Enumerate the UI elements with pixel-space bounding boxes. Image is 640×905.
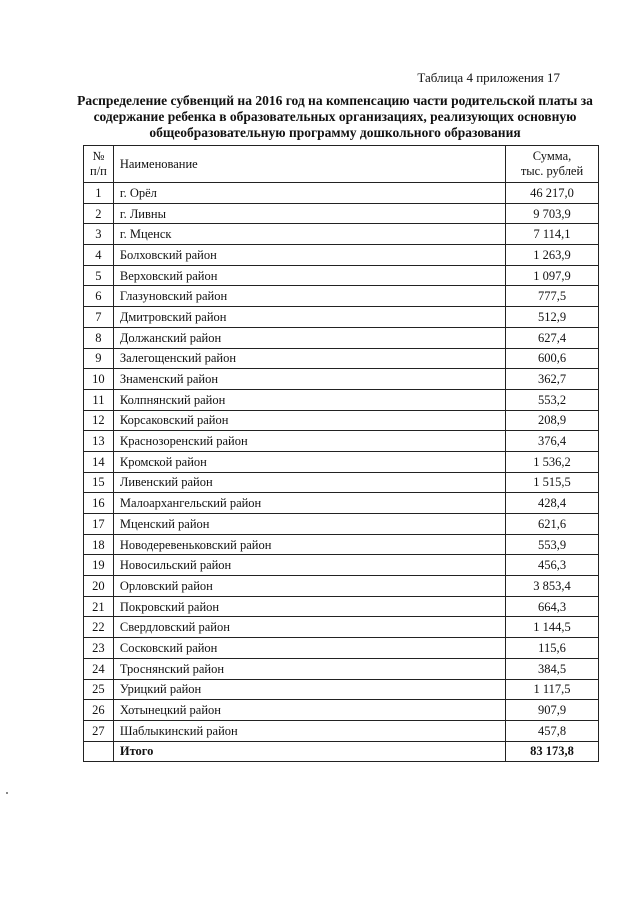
- document-title-line: общеобразовательную программу дошкольного образования: [149, 125, 521, 140]
- row-number: 23: [84, 638, 114, 659]
- table-row: [84, 451, 599, 472]
- row-sum: 512,9: [506, 307, 599, 328]
- row-name: Кромской район: [113, 451, 505, 472]
- row-name: Дмитровский район: [113, 307, 505, 328]
- row-name: Урицкий район: [113, 679, 505, 700]
- column-header-sum-line1: Сумма,: [532, 149, 572, 163]
- column-header-number: [84, 146, 114, 183]
- document-title-line: содержание ребенка в образовательных организациях, реализующих основную: [93, 109, 577, 124]
- row-name: Свердловский район: [113, 617, 505, 638]
- row-name: Краснозоренский район: [113, 431, 505, 452]
- table-header: [84, 146, 599, 183]
- table-row: [84, 369, 599, 390]
- row-name: г. Ливны: [113, 203, 505, 224]
- row-number: 15: [84, 472, 114, 493]
- row-sum: 1 117,5: [506, 679, 599, 700]
- row-number: 4: [84, 245, 114, 266]
- row-number: 10: [84, 369, 114, 390]
- table-row: [84, 286, 599, 307]
- row-name: Корсаковский район: [113, 410, 505, 431]
- row-sum: 1 097,9: [506, 265, 599, 286]
- total-label: Итого: [113, 741, 505, 762]
- table-row: [84, 472, 599, 493]
- table-row: [84, 493, 599, 514]
- table-row: [84, 265, 599, 286]
- table-row: [84, 617, 599, 638]
- table-header-row: [84, 146, 599, 183]
- row-sum: 46 217,0: [506, 183, 599, 204]
- row-sum: 208,9: [506, 410, 599, 431]
- column-header-number-line1: №: [92, 149, 105, 163]
- row-name: Хотынецкий район: [113, 700, 505, 721]
- row-sum: 1 515,5: [506, 472, 599, 493]
- row-sum: 362,7: [506, 369, 599, 390]
- row-name: Глазуновский район: [113, 286, 505, 307]
- row-number: 13: [84, 431, 114, 452]
- row-sum: 1 263,9: [506, 245, 599, 266]
- row-name: Покровский район: [113, 596, 505, 617]
- row-sum: 621,6: [506, 514, 599, 535]
- row-name: Верховский район: [113, 265, 505, 286]
- document-title: [70, 93, 600, 141]
- table-row: [84, 224, 599, 245]
- row-name: Ливенский район: [113, 472, 505, 493]
- row-sum: 3 853,4: [506, 576, 599, 597]
- appendix-reference: Таблица 4 приложения 17: [417, 70, 560, 85]
- table-row: [84, 555, 599, 576]
- row-number: 26: [84, 700, 114, 721]
- column-header-number-line2: п/п: [90, 164, 107, 178]
- row-number: 27: [84, 720, 114, 741]
- table-row: [84, 700, 599, 721]
- row-number: 18: [84, 534, 114, 555]
- row-sum: 457,8: [506, 720, 599, 741]
- row-sum: 384,5: [506, 658, 599, 679]
- row-number: 7: [84, 307, 114, 328]
- row-name: г. Орёл: [113, 183, 505, 204]
- row-name: Мценский район: [113, 514, 505, 535]
- row-number: 9: [84, 348, 114, 369]
- table-row: [84, 514, 599, 535]
- table-row: [84, 596, 599, 617]
- row-number: 22: [84, 617, 114, 638]
- row-name: Залегощенский район: [113, 348, 505, 369]
- row-number: 14: [84, 451, 114, 472]
- row-sum: 9 703,9: [506, 203, 599, 224]
- row-sum: 7 114,1: [506, 224, 599, 245]
- row-number: 16: [84, 493, 114, 514]
- table-row: [84, 348, 599, 369]
- table-row: [84, 576, 599, 597]
- row-number: 24: [84, 658, 114, 679]
- row-name: Шаблыкинский район: [113, 720, 505, 741]
- table-row: [84, 431, 599, 452]
- row-number: 5: [84, 265, 114, 286]
- row-number: 25: [84, 679, 114, 700]
- row-number: 17: [84, 514, 114, 535]
- row-number: 21: [84, 596, 114, 617]
- table-row: [84, 720, 599, 741]
- row-number: 1: [84, 183, 114, 204]
- row-sum: 600,6: [506, 348, 599, 369]
- row-name: г. Мценск: [113, 224, 505, 245]
- subsidy-table: [83, 145, 599, 762]
- table-row: [84, 534, 599, 555]
- row-number: 2: [84, 203, 114, 224]
- row-name: Сосковский район: [113, 638, 505, 659]
- row-sum: 428,4: [506, 493, 599, 514]
- table-row: [84, 410, 599, 431]
- document-title-line: Распределение субвенций на 2016 год на компенсацию части родительской платы за: [77, 93, 593, 108]
- table-row: [84, 389, 599, 410]
- total-number: [84, 741, 114, 762]
- table-row: [84, 203, 599, 224]
- row-number: 8: [84, 327, 114, 348]
- row-number: 12: [84, 410, 114, 431]
- table-total-row: [84, 741, 599, 762]
- row-name: Болховский район: [113, 245, 505, 266]
- row-sum: 553,2: [506, 389, 599, 410]
- margin-speck: [6, 792, 8, 794]
- row-sum: 553,9: [506, 534, 599, 555]
- row-name: Новосильский район: [113, 555, 505, 576]
- row-name: Знаменский район: [113, 369, 505, 390]
- row-sum: 907,9: [506, 700, 599, 721]
- table-row: [84, 183, 599, 204]
- table-row: [84, 658, 599, 679]
- row-number: 6: [84, 286, 114, 307]
- row-sum: 627,4: [506, 327, 599, 348]
- column-header-sum-line2: тыс. рублей: [520, 164, 584, 178]
- row-sum: 664,3: [506, 596, 599, 617]
- row-number: 3: [84, 224, 114, 245]
- table-row: [84, 245, 599, 266]
- table-row: [84, 679, 599, 700]
- table-row: [84, 638, 599, 659]
- table-row: [84, 307, 599, 328]
- row-number: 19: [84, 555, 114, 576]
- row-number: 11: [84, 389, 114, 410]
- row-sum: 777,5: [506, 286, 599, 307]
- total-sum: 83 173,8: [506, 741, 599, 762]
- row-name: Колпнянский район: [113, 389, 505, 410]
- row-sum: 456,3: [506, 555, 599, 576]
- row-sum: 1 144,5: [506, 617, 599, 638]
- row-name: Новодеревеньковский район: [113, 534, 505, 555]
- row-name: Орловский район: [113, 576, 505, 597]
- row-sum: 376,4: [506, 431, 599, 452]
- column-header-name: Наименование: [113, 146, 505, 183]
- row-number: 20: [84, 576, 114, 597]
- table-row: [84, 327, 599, 348]
- table-body: [84, 183, 599, 762]
- row-name: Должанский район: [113, 327, 505, 348]
- column-header-sum: [506, 146, 599, 183]
- row-sum: 115,6: [506, 638, 599, 659]
- row-name: Малоархангельский район: [113, 493, 505, 514]
- row-sum: 1 536,2: [506, 451, 599, 472]
- row-name: Троснянский район: [113, 658, 505, 679]
